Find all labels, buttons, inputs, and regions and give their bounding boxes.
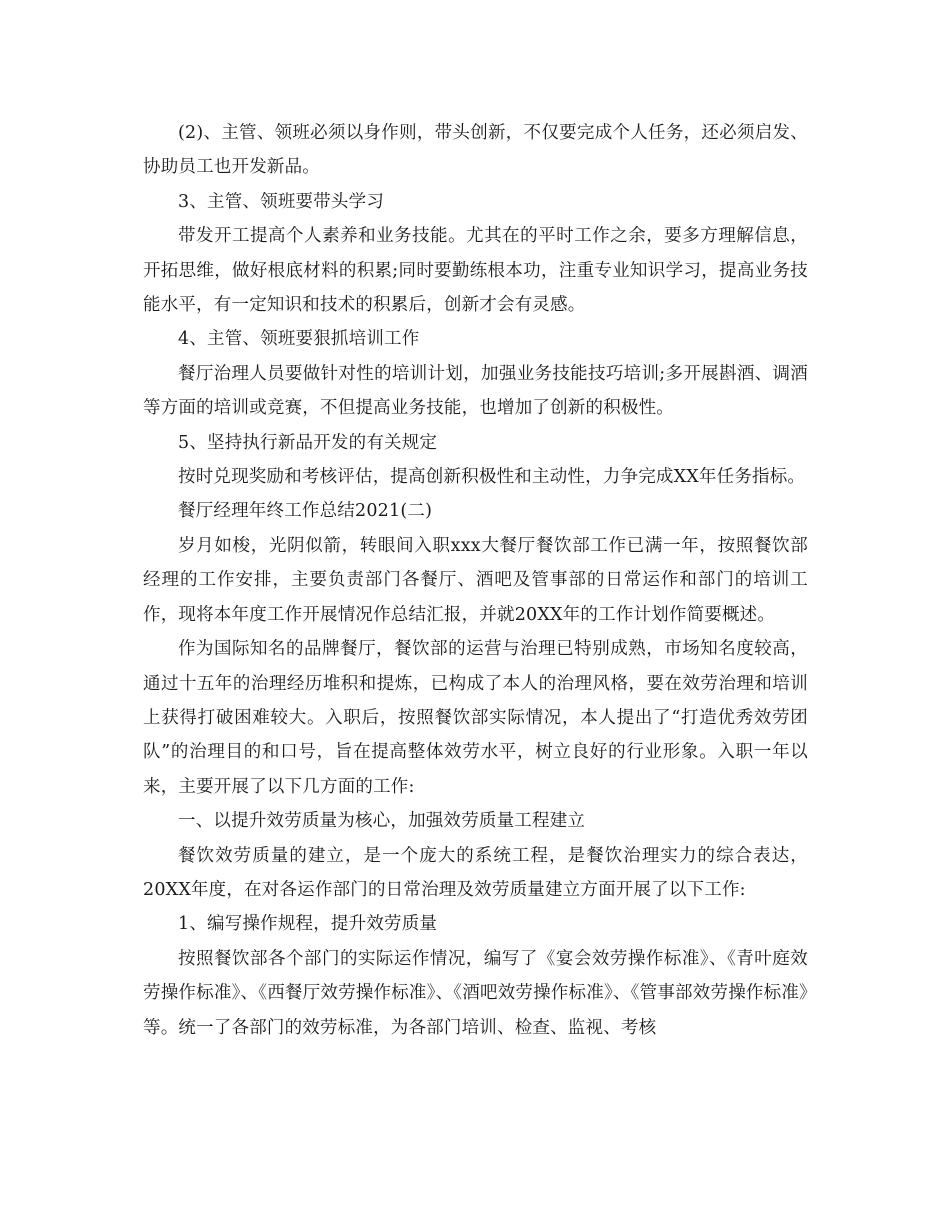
heading-item-1: 1、编写操作规程，提升效劳质量 (178, 914, 438, 935)
heading-item-4: 4、主管、领班要狠抓培训工作 (178, 329, 420, 350)
document-body (143, 116, 808, 1045)
section-title: 餐厅经理年终工作总结2021(二) (178, 501, 433, 522)
paragraph-2: 带发开工提高个人素养和业务技能。尤其在的平时工作之余，要多方理解信息，开拓思维，做好根底材料的积累;同时要勤练根本功，注重专业知识学习，提高业务技能水平，有一定知识和技术的积累后，创新才会有灵感。 (143, 226, 808, 316)
paragraph-3: 餐厅治理人员要做针对性的培训计划，加强业务技能技巧培训;多开展斟酒、调酒等方面的培训或竞赛，不但提高业务技能，也增加了创新的积极性。 (143, 363, 808, 419)
heading-item-3: 3、主管、领班要带头学习 (178, 191, 385, 212)
heading-item-5: 5、坚持执行新品开发的有关规定 (178, 432, 438, 453)
paragraph-4: 按时兑现奖励和考核评估，提高创新积极性和主动性，力争完成XX年任务指标。 (178, 467, 806, 488)
paragraph-5: 岁月如梭，光阴似箭，转眼间入职xxx大餐厅餐饮部工作已满一年，按照餐饮部经理的工作安排，主要负责部门各餐厅、酒吧及管事部的日常运作和部门的培训工作，现将本年度工作开展情况作总结汇报，并就20XX年的工作计划作简要概述。 (143, 535, 808, 625)
paragraph-7: 餐饮效劳质量的建立，是一个庞大的系统工程，是餐饮治理实力的综合表达，20XX年度，在对各运作部门的日常治理及效劳质量建立方面开展了以下工作: (143, 845, 808, 900)
paragraph-6: 作为国际知名的品牌餐厅，餐饮部的运营与治理已特别成熟，市场知名度较高，通过十五年的治理经历堆积和提炼，已构成了本人的治理风格，要在效劳治理和培训上获得打破困难较大。入职后，按照餐饮部实际情况，本人提出了“打造优秀效劳团队”的治理目的和口号，旨在提高整体效劳水平，树立良好的行业形象。入职一年以来，主要开展了以下几方面的工作: (143, 639, 808, 797)
paragraph-8: 按照餐饮部各个部门的实际运作情况，编写了《宴会效劳操作标准》、《青叶庭效劳操作标准》、《西餐厅效劳操作标准》、《酒吧效劳操作标准》、《管事部效劳操作标准》等。统一了各部门的效劳标准，为各部门培训、检查、监视、考核 (143, 948, 808, 1038)
heading-part-1: 一、以提升效劳质量为核心，加强效劳质量工程建立 (178, 811, 586, 832)
paragraph-1: (2)、主管、领班必须以身作则，带头创新，不仅要完成个人任务，还必须启发、协助员工也开发新品。 (143, 123, 808, 178)
